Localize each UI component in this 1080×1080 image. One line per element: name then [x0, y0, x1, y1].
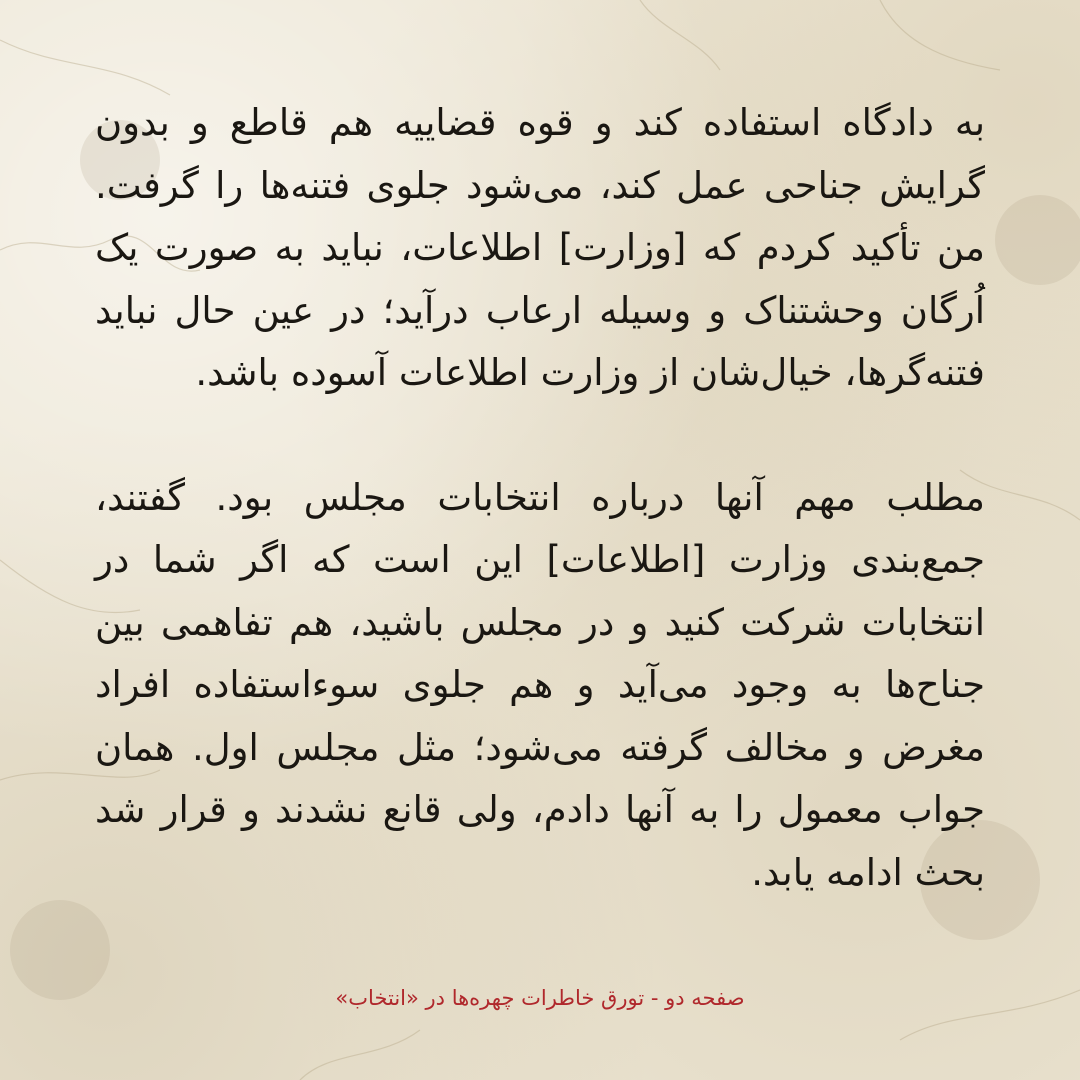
paragraph-2: مطلب مهم آنها درباره انتخابات مجلس بود. گفتند، جمع‌بندی وزارت [اطلاعات] این است که اگر شما در انتخابات شرکت کنید و در مجلس باشید، هم تفاهمی بین جناح‌ها به وجود می‌آید و هم جلوی سوءاستفاده افراد مغرض و مخالف گرفته می‌شود؛ مثل مجلس اول. همان جواب معمول را به آنها دادم، ولی قانع نشدند و قرار شد بحث ادامه یابد. [95, 475, 985, 894]
paragraph-spacer [95, 405, 985, 467]
paragraph-1: به دادگاه استفاده کند و قوه قضاییه هم قاطع و بدون گرایش جناحی عمل کند، می‌شود جلوی فتنه‌ها را گرفت. من تأکید کردم که [وزارت] اطلاعات، نباید به صورت یک اُرگان وحشتناک و وسیله ارعاب درآید؛ در عین حال نباید فتنه‌گرها، خیال‌شان از وزارت اطلاعات آسوده باشد. [95, 101, 985, 394]
source-caption: صفحه دو - تورق خاطرات چهره‌ها در «انتخاب» [335, 986, 745, 1010]
document-body [95, 92, 985, 904]
